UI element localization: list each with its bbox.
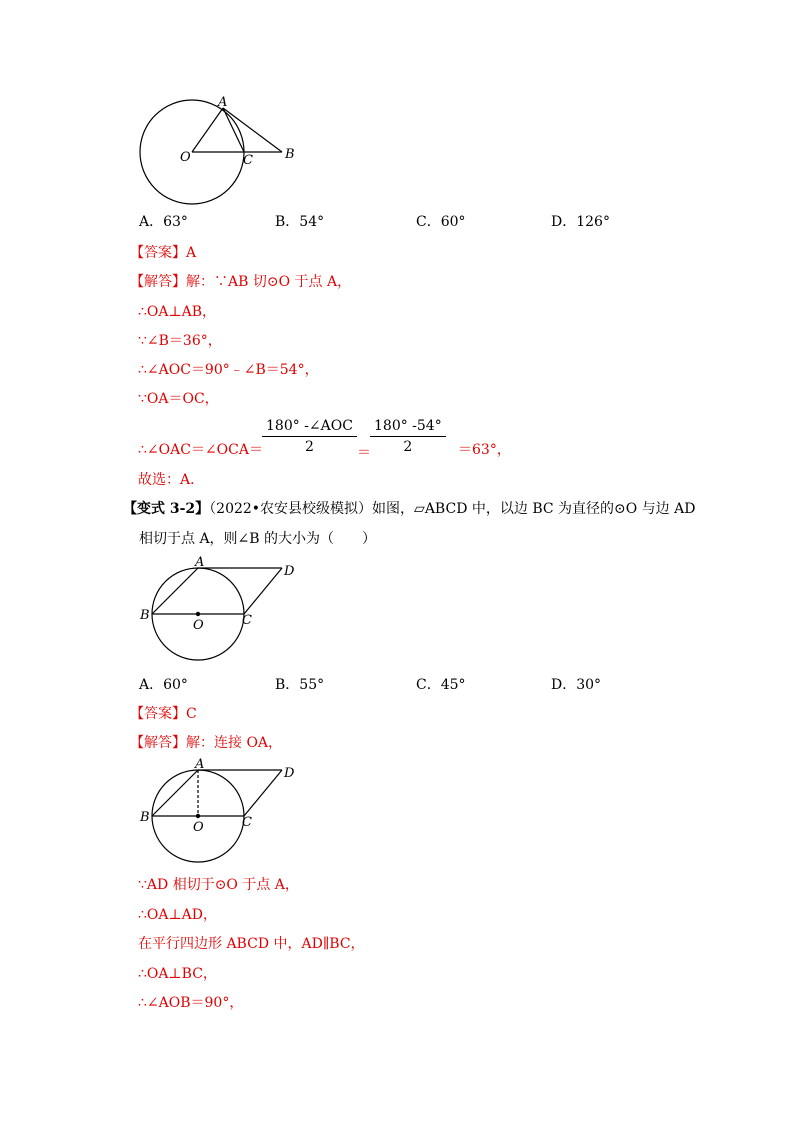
figure-parallelogram-circle-3: [135, 755, 305, 865]
segment-cd: [244, 770, 282, 816]
segment-ab: [223, 108, 282, 152]
q1-solution-line-4: ∴∠AOC＝90°﹣∠B＝54°，: [138, 362, 319, 378]
fraction-2-numerator: 180° -54°: [370, 418, 446, 437]
label-o: O: [193, 618, 204, 633]
q1-oac-suffix: ＝63°，: [458, 442, 511, 458]
q1-option-a: A．63°: [139, 214, 188, 230]
center-dot: [196, 612, 200, 616]
q1-solution-line-5: ∵OA＝OC，: [138, 391, 219, 407]
segment-cd: [244, 568, 282, 614]
q2-answer: [130, 704, 197, 724]
q1-solution-line-3: ∵∠B＝36°，: [138, 333, 222, 349]
q2-solution-line-2: ∵AD 相切于⊙O 于点 A，: [138, 877, 299, 893]
label-d: D: [284, 564, 295, 579]
q1-choose: 故选：A．: [138, 472, 205, 488]
q1-answer: [130, 243, 196, 263]
solution-tag: 【解答】: [130, 274, 186, 290]
q2-stem-line-1: 【变式 3-2】（2022•农安县校级模拟）如图，▱ABCD 中，以边 BC 为直径的⊙O 与边 AD: [123, 501, 696, 517]
segment-ba: [152, 770, 198, 816]
q2-option-a: A．60°: [139, 677, 188, 693]
answer-value: C: [186, 706, 197, 722]
q1-oac-prefix: ∴∠OAC＝∠OCA＝: [138, 442, 263, 458]
answer-tag: 【答案】: [130, 706, 186, 722]
fraction-1: [262, 418, 357, 455]
label-d: D: [284, 766, 295, 781]
q1-solution-line-1: 【解答】解：∵AB 切⊙O 于点 A，: [130, 274, 352, 290]
fraction-1-denominator: 2: [305, 439, 314, 455]
q2-solution-line-3: ∴OA⊥AD，: [138, 907, 217, 923]
fraction-2-denominator: 2: [403, 439, 413, 455]
q2-solution-line-1: 【解答】解：连接 OA，: [130, 735, 283, 751]
figure-parallelogram-circle-2: [135, 555, 305, 665]
label-c: C: [243, 153, 253, 168]
label-b: B: [140, 810, 150, 825]
q2-tag: 【变式 3-2】: [123, 501, 210, 517]
label-o: O: [180, 150, 191, 165]
label-c: C: [242, 613, 252, 628]
label-b: B: [140, 608, 150, 623]
label-c: C: [242, 815, 252, 830]
q1-option-b: B．54°: [275, 214, 325, 230]
q2-stem-line-2: 相切于点 A，则∠B 的大小为（ ）: [139, 531, 377, 547]
solution-tag: 【解答】: [130, 735, 186, 751]
answer-value: A: [186, 245, 197, 261]
q2-option-b: B．55°: [275, 677, 325, 693]
segment-ba: [152, 568, 198, 614]
label-b: B: [285, 147, 295, 162]
q2-option-c: C．45°: [416, 677, 466, 693]
answer-tag: 【答案】: [130, 245, 186, 261]
fraction-2: [370, 418, 446, 455]
figure-circle-tangent-1: [130, 90, 310, 205]
q2-solution-line-6: ∴∠AOB＝90°，: [138, 995, 244, 1011]
label-a: A: [195, 555, 205, 570]
q1-option-c: C．60°: [416, 214, 466, 230]
q2-option-d: D．30°: [551, 677, 602, 693]
center-dot: [196, 814, 200, 818]
equals-sign: ＝: [357, 445, 371, 461]
label-o: O: [193, 820, 204, 835]
q1-option-d: D．126°: [551, 214, 610, 230]
label-a: A: [218, 95, 228, 110]
q2-solution-line-4: 在平行四边形 ABCD 中，AD∥BC，: [138, 936, 365, 952]
label-a: A: [195, 757, 205, 772]
segment-ac: [223, 108, 244, 152]
fraction-1-numerator: 180° -∠AOC: [262, 418, 357, 437]
segment-oa: [192, 108, 223, 152]
q2-solution-line-5: ∴OA⊥BC，: [138, 966, 217, 982]
q1-solution-line-2: ∴OA⊥AB，: [138, 304, 217, 320]
